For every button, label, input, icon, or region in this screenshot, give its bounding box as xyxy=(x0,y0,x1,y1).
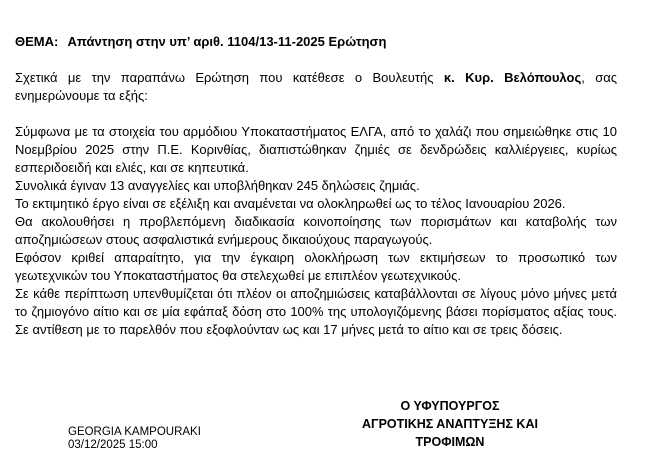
signature-block xyxy=(336,397,564,451)
author-timestamp: 03/12/2025 15:00 xyxy=(68,439,158,451)
deputy-name: κ. Κυρ. Βελόπουλος xyxy=(443,70,582,85)
paragraph-procedure: Θα ακολουθήσει η προβλεπόμενη διαδικασία κοινοποίησης των πορισμάτων και καταβολής των αποζημιώσεων στους ασφαλιστικά ενήμερους δικαιούχους παραγωγούς. xyxy=(15,214,617,247)
signature-title: Ο ΥΦΥΠΟΥΡΓΟΣ xyxy=(400,399,500,413)
subject-label: ΘΕΜΑ: xyxy=(15,34,59,49)
paragraph-assessment: Το εκτιμητικό έργο είναι σε εξέλιξη και αναμένεται να ολοκληρωθεί ως το τέλος Ιανουαρίου 2026. xyxy=(15,196,566,211)
author-name: GEORGIA KAMPOURAKI xyxy=(68,426,201,438)
paragraph-compensation: Σε κάθε περίπτωση υπενθυμίζεται ότι πλέον οι αποζημιώσεις καταβάλλονται σε λίγους μόνο μήνες μετά το ζημιογόνο αίτιο και σε μία εφάπαξ δόση στο 100% της υπολογιζόμενης βάσει πορίσματος αξίας τους. Σε αντίθεση με το παρελθόν που εξοφλούνταν ως και 17 μήνες μετά το αίτιο και σε τρεις δόσεις. xyxy=(15,286,617,337)
intro-text-after: , σας ενημερώνουμε τα εξής: xyxy=(15,70,617,103)
intro-paragraph xyxy=(15,69,617,105)
signature-ministry: ΑΓΡΟΤΙΚΗΣ ΑΝΑΠΤΥΞΗΣ ΚΑΙ ΤΡΟΦΙΜΩΝ xyxy=(362,417,538,449)
subject-line xyxy=(15,33,617,51)
intro-text-before: Σχετικά με την παραπάνω Ερώτηση που κατέθεσε ο Βουλευτής xyxy=(15,70,444,85)
paragraph-damage-report: Σύμφωνα με τα στοιχεία του αρμόδιου Υποκαταστήματος ΕΛΓΑ, από το χαλάζι που σημειώθηκε στις 10 Νοεμβρίου 2025 στην Π.Ε. Κορινθίας, διαπιστώθηκαν ζημιές σε δενδρώδεις καλλιέργειες, κυρίως εσπεριδοειδή και ελιές, και σε κηπευτικά. xyxy=(15,124,617,175)
paragraph-declarations: Συνολικά έγιναν 13 αναγγελίες και υποβλήθηκαν 245 δηλώσεις ζημιάς. xyxy=(15,178,420,193)
paragraph-staffing: Εφόσον κριθεί απαραίτητο, για την έγκαιρη ολοκλήρωση των εκτιμήσεων το προσωπικό των γεωτεχνικών του Υποκαταστήματος θα στελεχωθεί με επιπλέον γεωτεχνικούς. xyxy=(15,250,617,283)
document-body xyxy=(15,33,617,339)
subject-text: Απάντηση στην υπ’ αριθ. 1104/13-11-2025 Ερώτηση xyxy=(67,34,387,49)
